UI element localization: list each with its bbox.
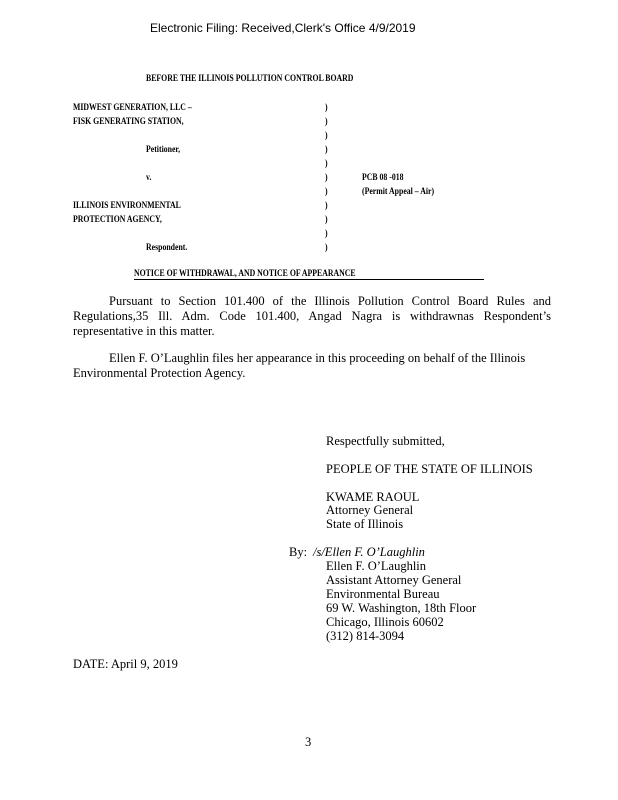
attorney-name: Ellen F. O’Laughlin	[326, 559, 427, 573]
caption-paren: )	[325, 229, 328, 239]
versus-label: v.	[146, 173, 152, 183]
electronic-signature: /s/Ellen F. O’Laughlin	[313, 545, 425, 559]
caption-paren: )	[325, 173, 328, 183]
respondent-name-line-2: PROTECTION AGENCY,	[73, 215, 162, 225]
notice-title: NOTICE OF WITHDRAWAL, AND NOTICE OF APPEARANCE	[134, 269, 356, 279]
caption-paren: )	[325, 131, 328, 141]
closing: Respectfully submitted,	[326, 434, 445, 448]
caption-paren: )	[325, 243, 328, 253]
address-line-2: Chicago, Illinois 60602	[326, 615, 444, 629]
caption-paren: )	[325, 201, 328, 211]
page-number: 3	[305, 735, 312, 749]
case-type: (Permit Appeal – Air)	[362, 187, 435, 197]
bureau-name: Environmental Bureau	[326, 587, 440, 601]
address-line-1: 69 W. Washington, 18th Floor	[326, 601, 477, 615]
respondent-label: Respondent.	[146, 243, 188, 253]
caption-paren: )	[325, 145, 328, 155]
by-label: By:	[289, 545, 308, 559]
date-line: DATE: April 9, 2019	[73, 657, 178, 671]
caption-paren: )	[325, 117, 328, 127]
withdrawal-paragraph-line-2: Regulations,35 Ill. Adm. Code 101.400, Angad Nagra is withdrawnas Respondent’s	[73, 309, 551, 323]
withdrawal-paragraph-line-1: Pursuant to Section 101.400 of the Illinois Pollution Control Board Rules and	[109, 294, 551, 308]
attorney-general-title: Attorney General	[326, 503, 414, 517]
board-heading: BEFORE THE ILLINOIS POLLUTION CONTROL BOARD	[146, 74, 354, 84]
caption-paren: )	[325, 103, 328, 113]
attorney-general-name: KWAME RAOUL	[326, 490, 420, 504]
appearance-paragraph-line-1: Ellen F. O’Laughlin files her appearance in this proceeding on behalf of the Illinois	[109, 351, 526, 365]
phone-number: (312) 814-3094	[326, 629, 405, 643]
caption-paren: )	[325, 159, 328, 169]
attorney-general-state: State of Illinois	[326, 517, 404, 531]
appearance-paragraph-line-2: Environmental Protection Agency.	[73, 366, 246, 380]
filing-header: Electronic Filing: Received,Clerk's Office 4/9/2019	[150, 21, 416, 35]
respondent-name-line-1: ILLINOIS ENVIRONMENTAL	[73, 201, 181, 211]
case-number: PCB 08 -018	[362, 173, 404, 183]
title-underline	[134, 279, 484, 280]
attorney-title: Assistant Attorney General	[326, 573, 462, 587]
petitioner-name-line-1: MIDWEST GENERATION, LLC –	[73, 103, 192, 113]
petitioner-name-line-2: FISK GENERATING STATION,	[73, 117, 184, 127]
withdrawal-paragraph-line-3: representative in this matter.	[73, 324, 215, 338]
caption-paren: )	[325, 215, 328, 225]
caption-paren: )	[325, 187, 328, 197]
party-name: PEOPLE OF THE STATE OF ILLINOIS	[326, 462, 533, 476]
petitioner-label: Petitioner,	[146, 145, 181, 155]
